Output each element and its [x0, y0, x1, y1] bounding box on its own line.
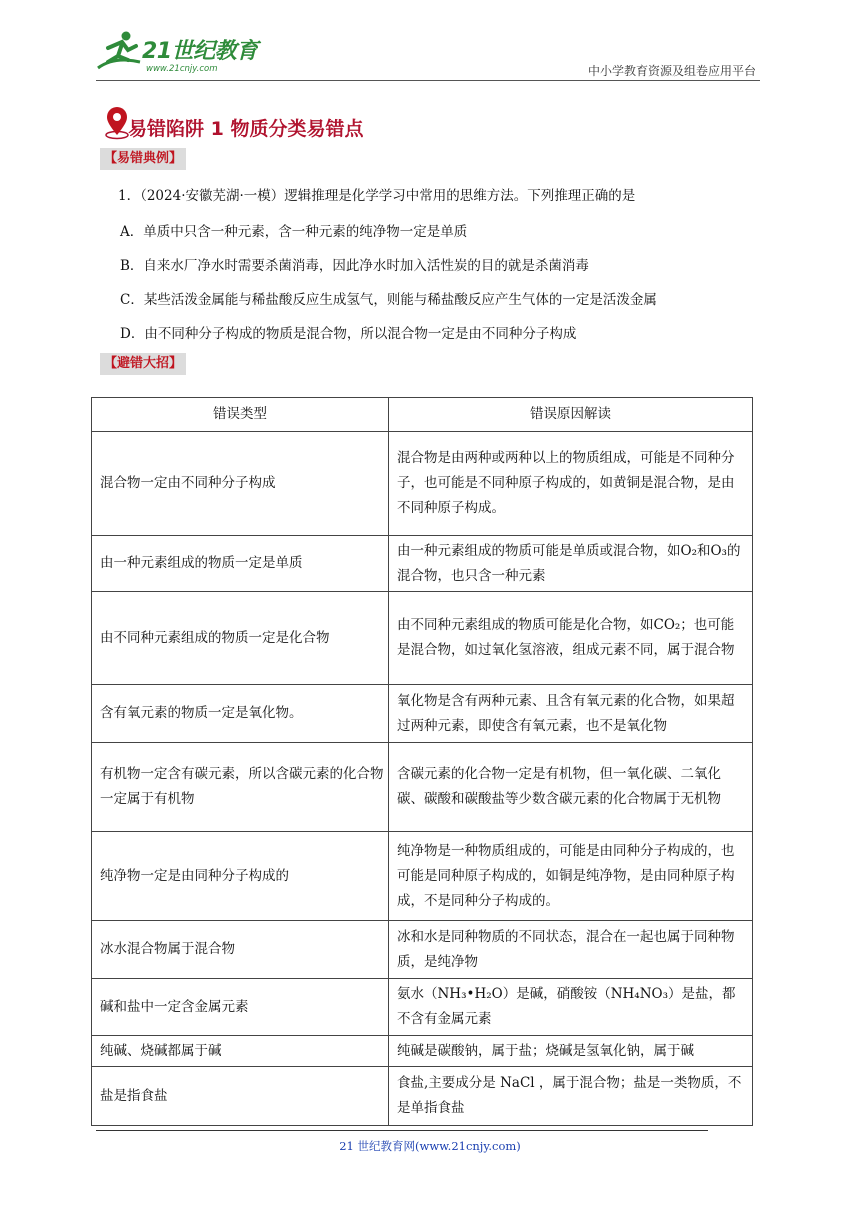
table-header-row: [92, 398, 753, 432]
tag-avoid-tips: 【避错大招】: [100, 353, 186, 375]
error-reason-cell: 氧化物是含有两种元素、且含有氧元素的化合物，如果超过两种元素，即使含有氧元素，也不是氧化物: [389, 685, 753, 743]
error-reason-cell: 由不同种元素组成的物质可能是化合物，如CO₂；也可能是混合物，如过氧化氢溶液，组成元素不同，属于混合物: [389, 592, 753, 685]
error-table: [91, 397, 753, 1126]
table-row: [92, 921, 753, 979]
table-row: [92, 1067, 753, 1126]
column-header-type: 错误类型: [92, 398, 389, 432]
error-type-cell: 碱和盐中一定含金属元素: [92, 979, 389, 1036]
option-b: B．自来水厂净水时需要杀菌消毒，因此净水时加入活性炭的目的就是杀菌消毒: [120, 258, 589, 274]
error-reason-cell: 由一种元素组成的物质可能是单质或混合物，如O₂和O₃的混合物，也只含一种元素: [389, 536, 753, 592]
site-slogan: 中小学教育资源及组卷应用平台: [587, 64, 756, 78]
error-type-cell: 纯碱、烧碱都属于碱: [92, 1036, 389, 1067]
section-title: 易错陷阱 1 物质分类易错点: [128, 118, 364, 140]
option-c: C．某些活泼金属能与稀盐酸反应生成氢气，则能与稀盐酸反应产生气体的一定是活泼金属: [120, 292, 657, 308]
question-stem: 1．（2024·安徽芜湖·一模）逻辑推理是化学学习中常用的思维方法。下列推理正确的是: [118, 188, 636, 204]
error-reason-cell: 氨水（NH₃•H₂O）是碱，硝酸铵（NH₄NO₃）是盐，都不含有金属元素: [389, 979, 753, 1036]
option-a: A．单质中只含一种元素，含一种元素的纯净物一定是单质: [120, 224, 468, 240]
error-type-cell: 冰水混合物属于混合物: [92, 921, 389, 979]
table-row: [92, 536, 753, 592]
error-reason-cell: 冰和水是同种物质的不同状态，混合在一起也属于同种物质，是纯净物: [389, 921, 753, 979]
error-type-cell: 有机物一定含有碳元素，所以含碳元素的化合物一定属于有机物: [92, 743, 389, 832]
error-reason-cell: 混合物是由两种或两种以上的物质组成，可能是不同种分子，也可能是不同种原子构成的，如黄铜是混合物，是由不同种原子构成。: [389, 432, 753, 536]
table-row: [92, 432, 753, 536]
error-type-cell: 由一种元素组成的物质一定是单质: [92, 536, 389, 592]
site-logo[interactable]: [96, 28, 276, 78]
location-pin-icon: [104, 106, 130, 140]
table-row: [92, 685, 753, 743]
footer-link[interactable]: 21 世纪教育网(www.21cnjy.com): [339, 1139, 521, 1153]
logo-url: www.21cnjy.com: [146, 64, 218, 74]
error-type-cell: 纯净物一定是由同种分子构成的: [92, 832, 389, 921]
page-header: [96, 28, 760, 80]
table-row: [92, 979, 753, 1036]
table-row: [92, 1036, 753, 1067]
error-type-cell: 混合物一定由不同种分子构成: [92, 432, 389, 536]
option-d: D．由不同种分子构成的物质是混合物，所以混合物一定是由不同种分子构成: [120, 326, 577, 342]
error-type-cell: 盐是指食盐: [92, 1067, 389, 1126]
table-row: [92, 832, 753, 921]
error-type-cell: 含有氧元素的物质一定是氧化物。: [92, 685, 389, 743]
table-row: [92, 592, 753, 685]
column-header-reason: 错误原因解读: [389, 398, 753, 432]
error-reason-cell: 纯碱是碳酸钠，属于盐；烧碱是氢氧化钠，属于碱: [389, 1036, 753, 1067]
table-row: [92, 743, 753, 832]
runner-logo-icon: [96, 28, 144, 74]
error-reason-cell: 纯净物是一种物质组成的，可能是由同种分子构成的，也可能是同种原子构成的，如铜是纯净物，是由同种原子构成，不是同种分子构成的。: [389, 832, 753, 921]
error-reason-cell: 含碳元素的化合物一定是有机物，但一氧化碳、二氧化碳、碳酸和碳酸盐等少数含碳元素的化合物属于无机物: [389, 743, 753, 832]
error-reason-cell: 食盐,主要成分是 NaCl ，属于混合物；盐是一类物质，不是单指食盐: [389, 1067, 753, 1126]
logo-text: 21世纪教育: [142, 39, 258, 64]
tag-error-example: 【易错典例】: [100, 148, 186, 170]
header-divider: [96, 80, 760, 81]
error-type-cell: 由不同种元素组成的物质一定是化合物: [92, 592, 389, 685]
footer-divider: [96, 1130, 708, 1131]
